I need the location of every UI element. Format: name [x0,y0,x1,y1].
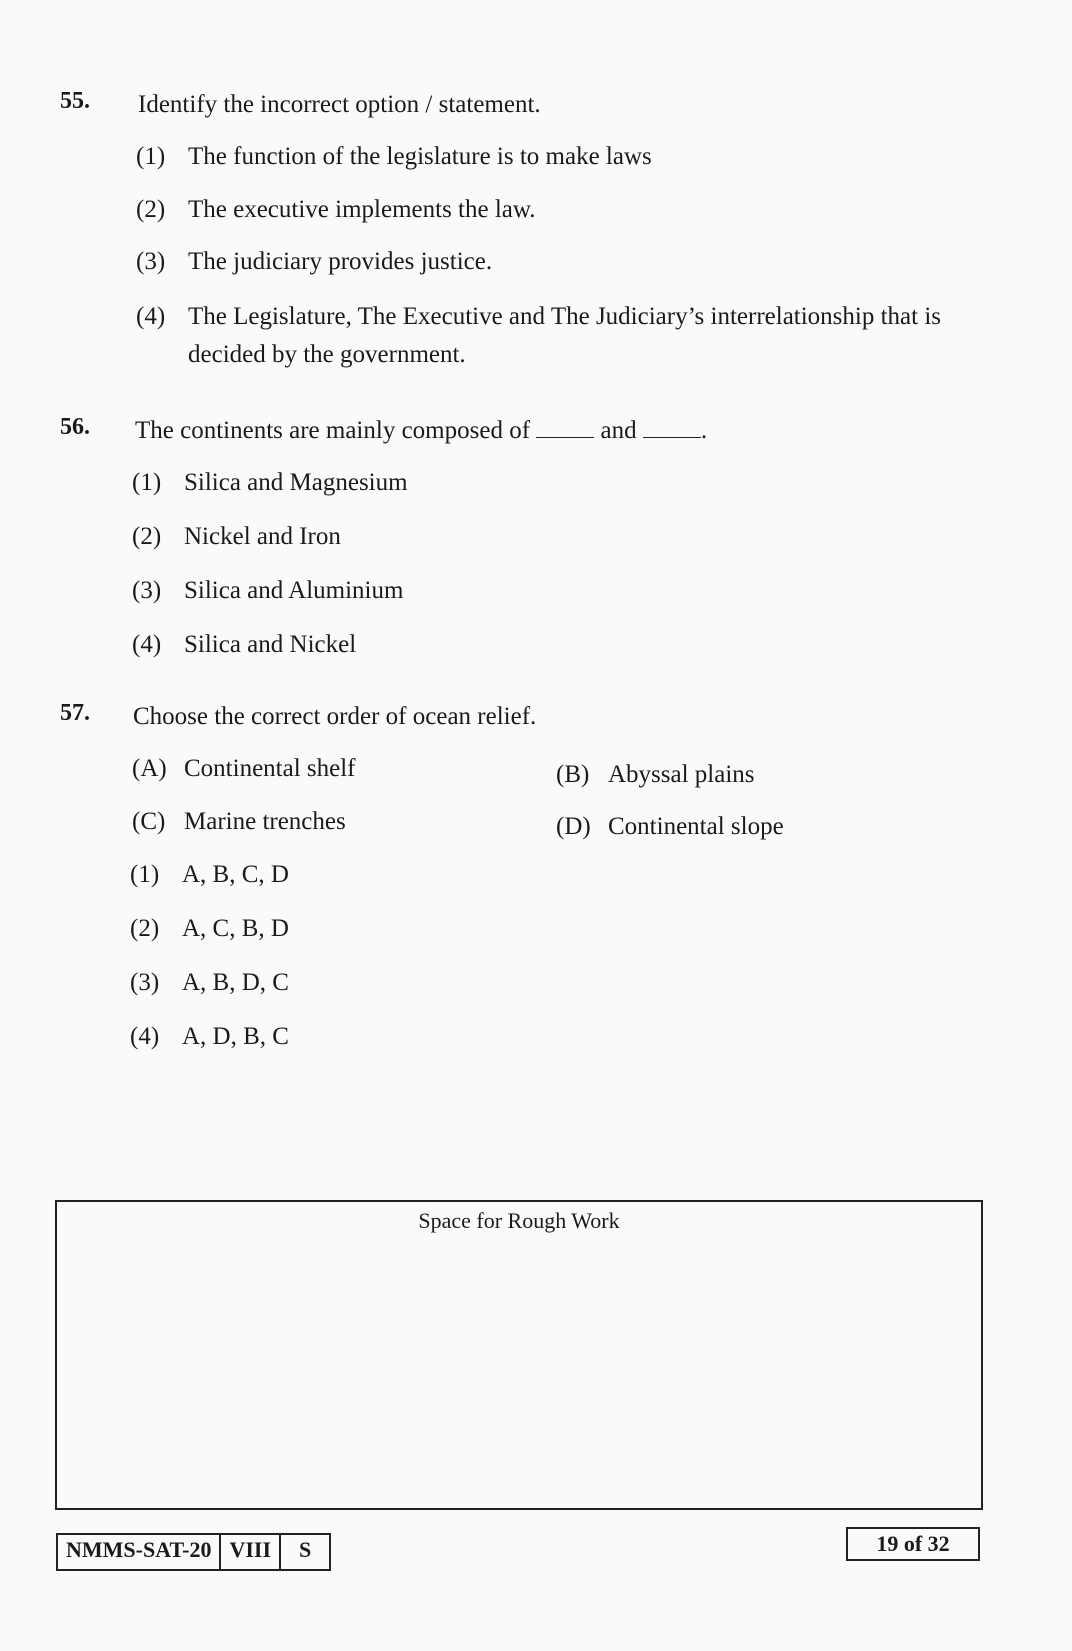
question-57-item-d [556,810,784,844]
option-text: A, C, B, D [182,915,289,942]
item-text: Continental slope [608,813,784,840]
option-text: Silica and Nickel [184,631,357,658]
option-label: (2) [132,523,162,550]
question-57-option-3[interactable] [130,966,289,1000]
question-56-text [135,414,707,448]
question-56-text-end: . [700,417,708,444]
option-text: A, B, D, C [182,969,289,996]
option-text: The executive implements the law. [188,196,536,223]
question-56-option-2[interactable] [132,520,341,554]
question-55-option-3[interactable] [136,245,492,279]
question-57-option-1[interactable] [130,858,289,892]
item-label: (A) [132,755,167,782]
option-label: (1) [132,469,162,496]
footer-exam-code: NMMS-SAT-20 [58,1535,221,1569]
question-56-option-3[interactable] [132,574,403,608]
option-text: The Legislature, The Executive and The Judiciary’s interrelationship that is decided by the government. [188,303,942,368]
option-text: Silica and Aluminium [184,577,404,604]
item-label: (D) [556,813,591,840]
option-label: (2) [130,915,160,942]
footer-code-box [56,1533,331,1571]
option-text: A, B, C, D [182,861,289,888]
question-55-text: Identify the incorrect option / statement. [138,91,541,118]
option-label: (2) [136,196,166,223]
footer-set: S [299,1537,312,1562]
item-label: (C) [132,808,166,835]
question-56-number: 56. [60,414,90,440]
item-label: (B) [556,761,590,788]
item-text: Abyssal plains [608,761,755,788]
option-text: Nickel and Iron [184,523,341,550]
option-text: The function of the legislature is to make laws [188,143,652,170]
question-56-option-1[interactable] [132,466,408,500]
question-57-option-2[interactable] [130,912,289,946]
question-56-text-middle: and [600,417,637,444]
option-label: (3) [132,577,162,604]
question-56-text-before: The continents are mainly composed of [135,417,531,444]
rough-work-title: Space for Rough Work [418,1208,620,1233]
question-55-option-1[interactable] [136,140,652,174]
option-text: A, D, B, C [182,1023,289,1050]
rough-work-box [55,1200,983,1510]
question-57-item-a [132,752,356,786]
footer-page-number: 19 of 32 [846,1527,980,1561]
option-text: The judiciary provides justice. [188,248,493,275]
question-55-number: 55. [60,88,90,114]
question-56-option-4[interactable] [132,628,356,662]
option-label: (4) [136,303,166,330]
answer-blank [536,415,594,438]
item-text: Marine trenches [184,808,346,835]
option-label: (4) [132,631,162,658]
option-label: (1) [136,143,166,170]
answer-blank [643,415,701,438]
option-label: (1) [130,861,160,888]
option-text: Silica and Magnesium [184,469,408,496]
option-label: (3) [136,248,166,275]
option-label: (4) [130,1023,160,1050]
question-57-item-b [556,758,755,792]
question-55-option-4[interactable] [136,298,996,374]
question-57-option-4[interactable] [130,1020,289,1054]
item-text: Continental shelf [184,755,356,782]
question-57-item-c [132,805,346,839]
option-label: (3) [130,969,160,996]
question-55-option-2[interactable] [136,193,536,227]
question-57-text: Choose the correct order of ocean relief. [133,703,537,730]
footer-class: VIII [221,1535,281,1569]
question-57-number: 57. [60,700,90,726]
